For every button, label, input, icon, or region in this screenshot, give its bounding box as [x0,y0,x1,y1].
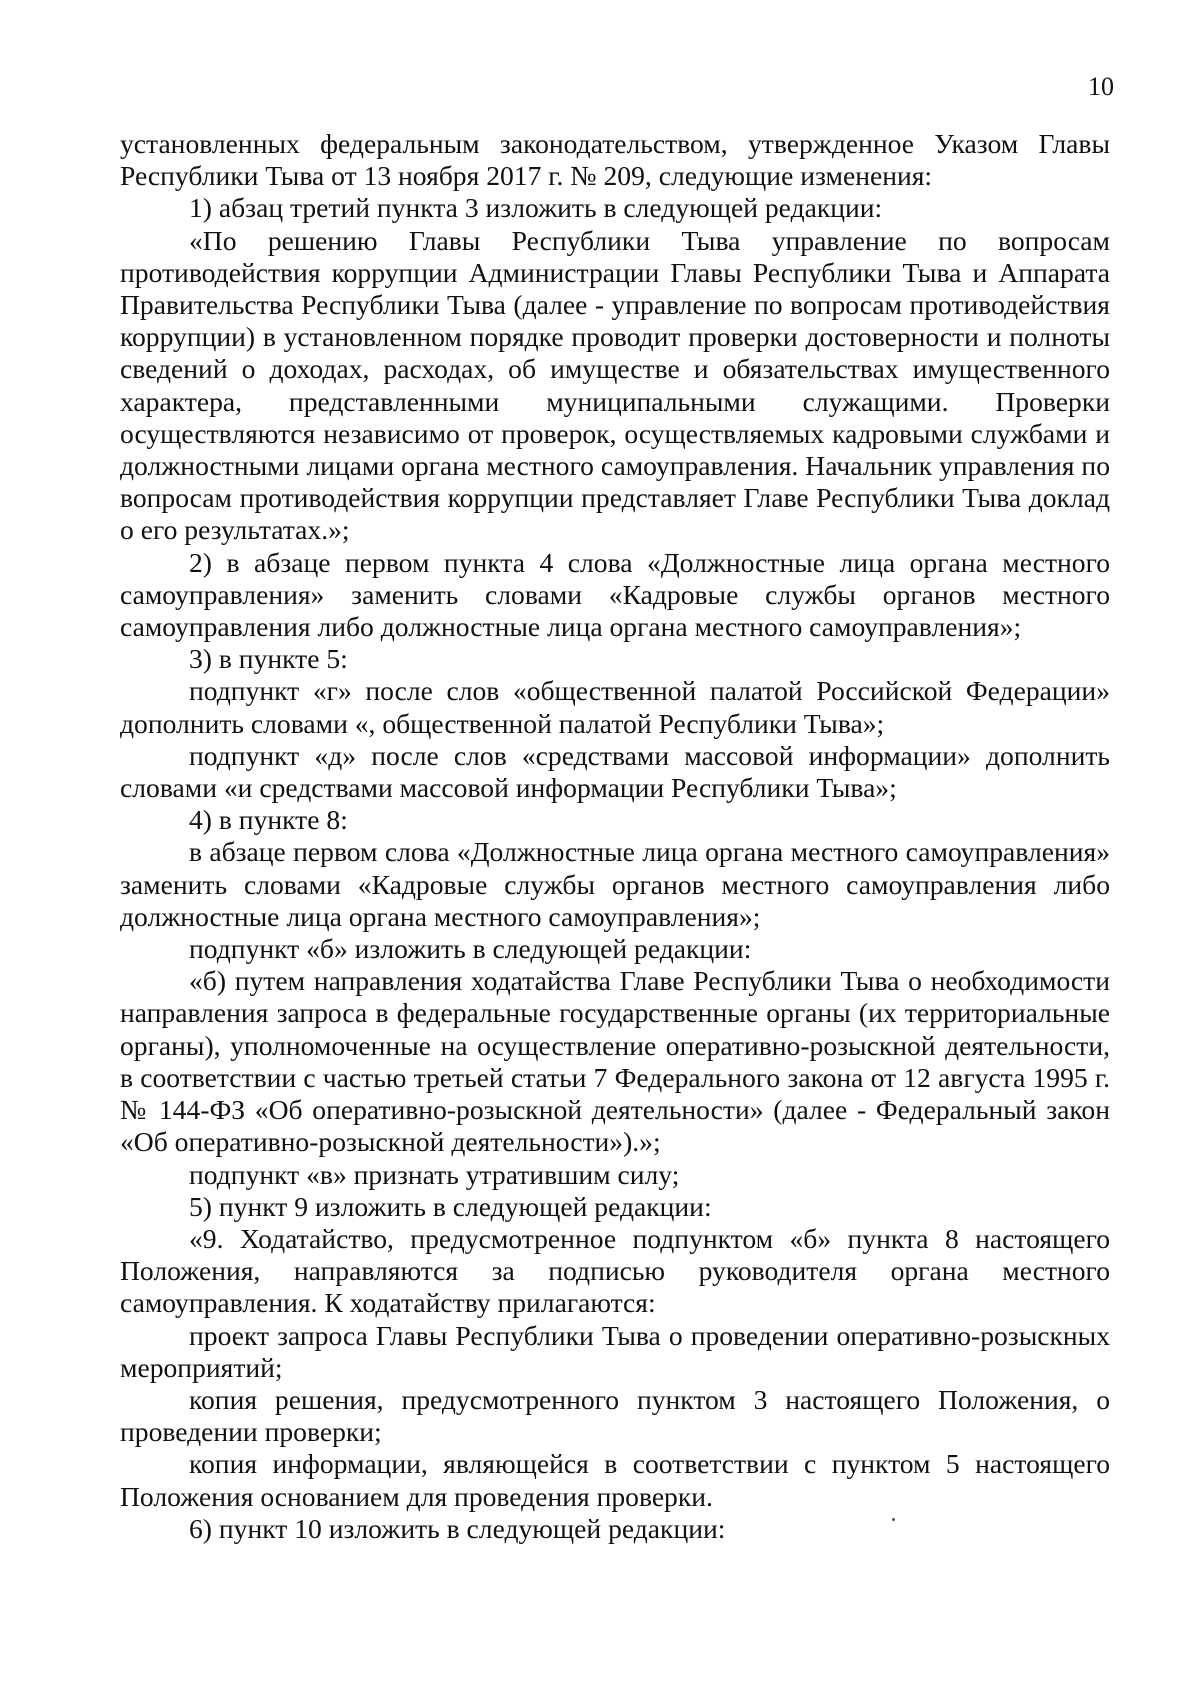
paragraph: 4) в пункте 8: [189,804,348,836]
paragraph: 5) пункт 9 изложить в следующей редакции: [189,1190,712,1222]
document-body [120,128,1110,1545]
paragraph: копия информации, являющейся в соответствии с пунктом 5 настоящего Положения основанием для проведения проверки. [120,1448,1110,1512]
paragraph: проект запроса Главы Республики Тыва о проведении оперативно-розыскных мероприятий; [120,1319,1110,1383]
paragraph: подпункт «б» изложить в следующей редакции: [189,933,752,965]
paragraph: подпункт «д» после слов «средствами массовой информации» дополнить словами «и средствами массовой информации Республики Тыва»; [120,739,1110,804]
paragraph: в абзаце первом слова «Должностные лица органа местного самоуправления» заменить словами «Кадровые службы органов местного самоуправления либо должностные лица органа местного самоуправления»; [120,836,1110,932]
paragraph: 6) пункт 10 изложить в следующей редакции: [189,1512,726,1544]
paragraph: «б) путем направления ходатайства Главе Республики Тыва о необходимости направления запроса в федеральные государственные органы (их территориальные органы), уполномоченные на осуществление оперативно-розыскной деятельности, в соответствии с частью третьей статьи 7 Федерального закона от 12 августа 1995 г. № 144-ФЗ «Об оперативно-розыскной деятельности» (далее - Федеральный закон «Об оперативно-розыскной деятельности»).»; [120,965,1110,1158]
paragraph: 2) в абзаце первом пункта 4 слова «Должностные лица органа местного самоуправления» заменить словами «Кадровые службы органов местного самоуправления либо должностные лица органа местного самоуправления»; [120,546,1110,643]
paragraph: подпункт «в» признать утратившим силу; [189,1158,680,1190]
paragraph: 1) абзац третий пункта 3 изложить в следующей редакции: [189,192,883,224]
paragraph: копия решения, предусмотренного пунктом 3 настоящего Положения, о проведении проверки; [120,1383,1110,1448]
paragraph: 3) в пункте 5: [189,643,348,675]
paragraph: установленных федеральным законодательством, утвержденное Указом Главы Республики Тыва от 13 ноября 2017 г. № 209, следующие изменения: [120,128,1110,192]
paragraph: «По решению Главы Республики Тыва управление по вопросам противодействия коррупции Администрации Главы Республики Тыва и Аппарата Правительства Республики Тыва (далее - управление по вопросам противодействия коррупции) в установленном порядке проводит проверки достоверности и полноты сведений о доходах, расходах, об имуществе и обязательствах имущественного характера, представленными муниципальными служащими. Проверки осуществляются независимо от проверок, осуществляемых кадровыми службами и должностными лицами органа местного самоуправления. Начальник управления по вопросам противодействия коррупции представляет Главе Республики Тыва доклад о его результатах.»; [120,224,1110,546]
paragraph: подпункт «г» после слов «общественной палатой Российской Федерации» дополнить словами «, общественной палатой Республики Тыва»; [120,675,1110,739]
paragraph: «9. Ходатайство, предусмотренное подпунктом «б» пункта 8 настоящего Положения, направляются за подписью руководителя органа местного самоуправления. К ходатайству прилагаются: [120,1222,1110,1319]
scan-speck [892,1518,895,1521]
page-number: 10 [1088,72,1114,101]
